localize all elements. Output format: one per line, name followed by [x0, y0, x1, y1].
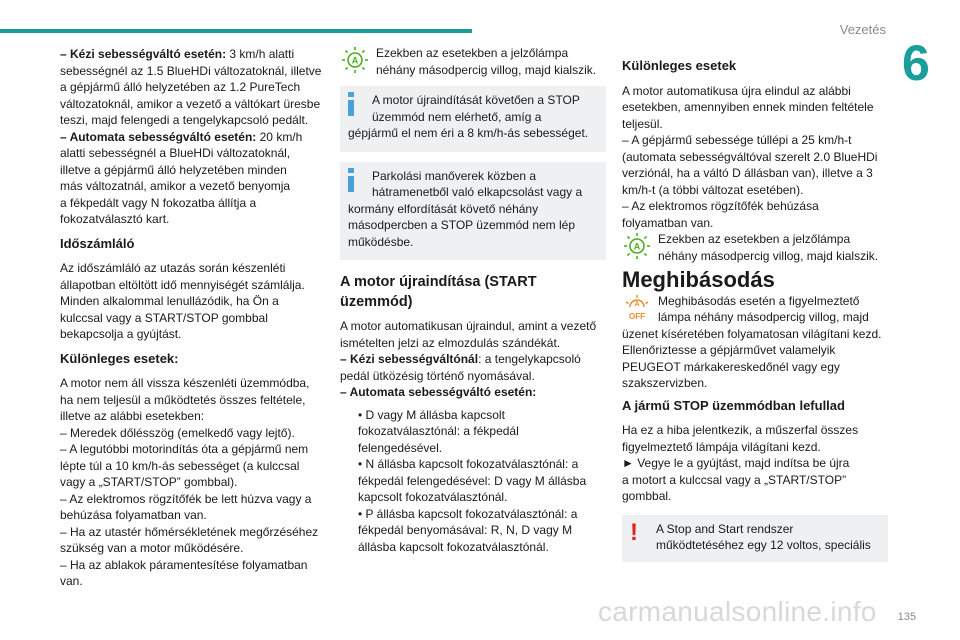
text-line: behúzása folyamatban van.	[60, 508, 207, 522]
info-box-parking	[340, 162, 606, 261]
text-line: más változatnál, amikor a vezető benyomja	[60, 179, 291, 193]
text-line: A Stop and Start rendszer	[656, 521, 794, 536]
text-bold: – Kézi sebességváltónál	[340, 352, 479, 366]
bullet-list	[340, 407, 606, 556]
text-line: (automata sebességváltóval szerelt 2.0 BlueHDi	[622, 149, 878, 164]
text-line: Ezekben az esetekben a jelzőlámpa	[658, 232, 851, 246]
info-box-restart	[340, 86, 606, 152]
text-line: Az időszámláló az utazás során készenléti	[60, 261, 286, 275]
text-line: A motor újraindítása (START	[340, 274, 537, 290]
text-line: szakszervizben.	[622, 376, 708, 390]
text-line: A motor nem áll vissza készenléti üzemmódba,	[60, 376, 310, 390]
text-line: üzemmód nem elérhető, amíg a	[372, 109, 542, 124]
text-line: lámpa néhány másodpercig villog, majd	[658, 310, 869, 324]
text-line: Minden alkalommal lenullázódik, ha Ön a	[60, 294, 279, 308]
text-line: néhány másodpercig villog, majd kialszik.	[376, 62, 597, 77]
svg-text:OFF: OFF	[629, 311, 645, 321]
text-line: alatti sebességnél a BlueHDi változatoknál,	[60, 146, 291, 160]
text-line: – A gépjármű sebessége túllépi a 25 km/h-t	[622, 133, 852, 147]
text-line: fokozatválasztó kart.	[60, 212, 170, 226]
info-icon	[347, 92, 355, 116]
exclamation-icon: !	[630, 518, 638, 546]
text-line: másodpercben a STOP üzemmód nem lép	[348, 218, 576, 232]
text-line: a fékpedált vagy N fokozatba állítja a	[60, 195, 257, 210]
list-item	[354, 506, 606, 556]
stop-start-green-icon	[622, 231, 652, 261]
text-line: fékpedál felengedésével: D vagy M állásba	[358, 473, 587, 488]
text-line: Ezekben az esetekben a jelzőlámpa	[376, 46, 569, 60]
text-line: működésbe.	[348, 234, 414, 249]
text-line: A motor automatikusa újra elindul az alábbi	[622, 83, 851, 98]
text-line: üzenet kíséretében folyamatosan világítani kezd.	[622, 326, 882, 341]
text-line: • D vagy M állásba kapcsolt	[358, 407, 505, 422]
text-line: lépte túl a 10 km/h-ás sebességet (a kulccsal	[60, 458, 300, 473]
text-bold: – Kézi sebességváltó esetén:	[60, 47, 227, 61]
text-line: illetve a gépjármű álló helyzetében minden	[60, 162, 287, 177]
text-line: – Kézi sebességváltó esetén: 3 km/h alatti	[60, 47, 295, 61]
text-line: bekapcsolja a gyújtást.	[60, 327, 182, 341]
text-line: figyelmeztető lámpája világítani kezd.	[622, 439, 821, 454]
text-line: teljesül.	[622, 116, 663, 131]
watermark: carmanualsonline.info	[598, 596, 877, 627]
text-line: fokozatválasztónál: a fékpedál	[358, 424, 519, 438]
svg-text:A: A	[351, 55, 359, 66]
paragraph-timer	[60, 260, 326, 343]
svg-text:A: A	[634, 300, 640, 308]
list-item	[354, 407, 606, 457]
text-line: állapotban eltöltött idő mennyiségét számlálja.	[60, 277, 305, 292]
text-line: kapcsolt fokozatválasztónál.	[358, 490, 508, 504]
paragraph-restart	[340, 318, 606, 401]
paragraph-gearbox	[60, 46, 326, 228]
heading-special-cases: Különleges esetek	[622, 58, 737, 73]
text-line: néhány másodpercig villog, majd kialszik.	[658, 248, 879, 263]
column-1	[60, 46, 326, 596]
text-line: működtetéséhez egy 12 voltos, speciális	[656, 538, 871, 552]
chapter-number: 6	[902, 35, 930, 91]
info-icon	[347, 168, 355, 192]
text-line: gombbal.	[622, 489, 672, 503]
text-line: a motort a kulccsal vagy a „START/STOP”	[622, 472, 847, 487]
text-line: sebességnél az 1.5 BlueHDi változatoknál, illetve	[60, 63, 322, 78]
text-line: – Automata sebességváltó esetén:	[340, 385, 537, 399]
text-bold: – Automata sebességváltó esetén:	[60, 129, 257, 144]
text-line: folyamatban van.	[622, 215, 714, 230]
stop-start-green-icon	[340, 45, 370, 75]
text-line: pedál ütközésig történő nyomásával.	[340, 368, 535, 383]
text-line: kormány elfordítását követő néhány	[348, 201, 539, 216]
paragraph-special-cases	[622, 83, 888, 232]
heading-timer: Időszámláló	[60, 235, 135, 251]
column-2	[340, 45, 606, 555]
text-line: – A legutóbbi motorindítás óta a gépjármű nem	[60, 442, 309, 456]
text-line: szükség van a motor működésére.	[60, 541, 244, 555]
warning-box	[622, 515, 888, 562]
text-line: teszi, majd felengedi a tengelykapcsoló pedált.	[60, 113, 309, 127]
text-line: esetekben, amennyiben ennek minden feltétele	[622, 100, 874, 114]
text-line: – Ha az ablakok páramentesítése folyamatban	[60, 557, 308, 572]
text-line: A motor automatikusan újraindul, amint a vezető	[340, 319, 597, 333]
text-line: • P állásba kapcsolt fokozatválasztónál: a	[358, 506, 578, 521]
paragraph-stall	[622, 422, 888, 505]
text-line: fékpedál benyomásával: R, N, D vagy M	[358, 523, 573, 537]
text-line: van.	[60, 574, 83, 588]
text-line: – Meredek dőlésszög (emelkedő vagy lejtő).	[60, 425, 295, 440]
page-number: 135	[897, 611, 916, 623]
text-line: állásba kapcsolt fokozatválasztónál.	[358, 539, 549, 554]
text-line: Ellenőriztesse a gépjárművet valamelyik	[622, 343, 836, 357]
text-line: verziónál, ha a váltó D állásban van), illetve a 3	[622, 166, 873, 180]
text-line: – Az elektromos rögzítőfék be lett húzva vagy a	[60, 491, 312, 506]
text-line: • N állásba kapcsolt fokozatválasztónál: a	[358, 457, 579, 471]
heading-fault: Meghibásodás	[622, 267, 775, 292]
section-title: Vezetés	[839, 22, 886, 37]
heading-special-cases: Különleges esetek:	[60, 350, 179, 366]
text-line: – Ha az utastér hőmérsékletének megőrzéséhez	[60, 524, 319, 539]
list-item	[354, 456, 606, 506]
text-line: – Automata sebességváltó esetén: 20 km/h	[60, 129, 303, 144]
svg-text:A: A	[633, 241, 641, 252]
text-line: hátramenetből való elkapcsolást vagy a	[372, 185, 583, 199]
text-line: változatoknál, amikor a vezető a váltókart üresbe	[60, 96, 321, 111]
warning-lamp-note	[622, 231, 888, 264]
paragraph-special-cases	[60, 375, 326, 590]
warning-lamp-note	[340, 45, 606, 78]
text-line: Ha ez a hiba jelentkezik, a műszerfal összes	[622, 423, 859, 437]
text-line: – Kézi sebességváltónál: a tengelykapcsoló	[340, 352, 581, 366]
text-line: Parkolási manőverek közben a	[372, 168, 537, 183]
text-line: ismételten jelzi az elmozdulás szándékát.	[340, 335, 561, 350]
text-line: felengedésével.	[358, 440, 443, 455]
text-line: km/h-t (a többi változat esetében).	[622, 182, 804, 197]
paragraph-fault	[622, 293, 888, 392]
text-line: illetve az alábbi esetekben:	[60, 409, 205, 423]
text-line: a gépjármű álló helyzetében az 1.2 PureTech	[60, 80, 301, 94]
text-line: A motor újraindítását követően a STOP	[372, 93, 580, 107]
header-accent-bar	[0, 29, 472, 33]
text-line: gépjármű el nem éri a 8 km/h-ás sebességet.	[348, 126, 589, 140]
column-3	[622, 58, 888, 572]
stop-start-off-orange-icon	[622, 293, 652, 323]
text-line: Meghibásodás esetén a figyelmeztető	[658, 293, 860, 308]
text-line: ► Vegye le a gyújtást, majd indítsa be újra	[622, 456, 850, 470]
heading-restart	[340, 272, 606, 312]
heading-stall: A jármű STOP üzemmódban lefullad	[622, 397, 845, 413]
text-line: PEUGEOT márkakereskedőnél vagy egy	[622, 359, 840, 374]
text-line: üzemmód)	[340, 294, 413, 310]
text-line: vagy a „START/STOP” gombbal).	[60, 475, 238, 489]
text-line: kulccsal vagy a START/STOP gombbal	[60, 310, 268, 325]
text-line: ha nem teljesül a működtetés összes feltétele,	[60, 392, 306, 407]
text-line: – Az elektromos rögzítőfék behúzása	[622, 199, 819, 213]
